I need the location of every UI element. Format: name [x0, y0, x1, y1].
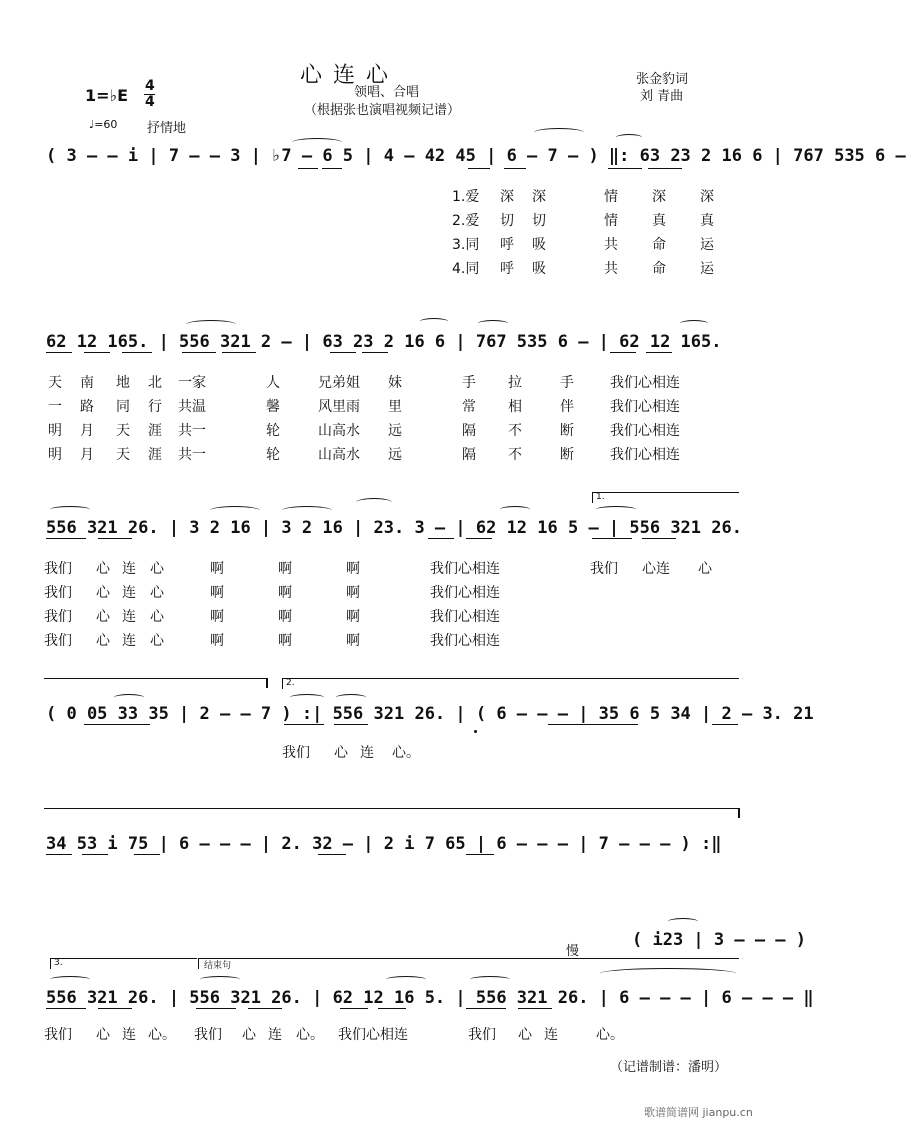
- lyric-word: 心: [96, 561, 110, 577]
- score-row-6: 556 321 26. | 556 321 26. | 62 12 16 5. | 556 321 26. | 6 – – – | 6 – – – ‖: [46, 988, 814, 1008]
- time-top: 4: [145, 78, 155, 94]
- lyric-word: 伴: [560, 399, 574, 415]
- lyric-word: 啊: [278, 561, 292, 577]
- lyric-word: 不: [508, 447, 522, 463]
- lyric-word: 吸: [532, 261, 546, 277]
- lyric-word: 我们: [282, 745, 310, 761]
- volta-3-label: 3.: [54, 958, 63, 968]
- lyric-word: 人: [266, 375, 280, 391]
- lyric-word: 地: [116, 375, 130, 391]
- lyric-word: 心: [96, 609, 110, 625]
- key-signature: 1=♭E: [85, 86, 129, 105]
- lyric-word: 深: [532, 189, 546, 205]
- time-bottom: 4: [145, 94, 155, 110]
- lyric-word: 心: [150, 633, 164, 649]
- lyric-word: 我们心相连: [430, 633, 500, 649]
- lyric-word: 我们心相连: [338, 1027, 408, 1043]
- lyric-word: 情: [604, 213, 618, 229]
- lyric-word: 我们: [194, 1027, 222, 1043]
- lyric-word: 路: [80, 399, 94, 415]
- lyric-word: 心: [150, 561, 164, 577]
- lyric-word: 我们心相连: [610, 399, 680, 415]
- lyric-word: 运: [700, 261, 714, 277]
- lyric-word: 心: [96, 1027, 110, 1043]
- lyric-word: 北: [148, 375, 162, 391]
- coda-notes: ( i23 | 3 – – – ): [632, 930, 806, 950]
- lyric-word: 行: [148, 399, 162, 415]
- lyric-word: 常: [462, 399, 476, 415]
- volta-1-continuation: [44, 678, 268, 679]
- source-note: （根据张也演唱视频记谱）: [304, 103, 461, 118]
- lyric-word: 月: [80, 423, 94, 439]
- lyric-word: 一: [48, 399, 62, 415]
- verse-4-start: 4.同: [452, 261, 480, 277]
- lyric-word: 我们心相连: [430, 561, 500, 577]
- lyric-word: 断: [560, 447, 574, 463]
- lyric-word: 心: [150, 609, 164, 625]
- volta-2-bracket: [282, 678, 739, 689]
- lyric-word: 命: [652, 237, 666, 253]
- lyric-word: 我们心相连: [610, 423, 680, 439]
- lyric-word: 共温: [178, 399, 206, 415]
- lyric-word: 涯: [148, 447, 162, 463]
- ending-label: 结束句: [204, 961, 232, 971]
- score-row-1: ( 3 – – i | 7 – – 3 | ♭7 – 6 5 | 4 – 42 45 | 6 – 7 – ) ‖: 63 23 2 16 6 | 767 535 6 –: [46, 146, 906, 166]
- lyric-word: 啊: [346, 561, 360, 577]
- lyric-word: 天: [48, 375, 62, 391]
- lyric-word: 心: [518, 1027, 532, 1043]
- lyric-word: 隔: [462, 447, 476, 463]
- lyric-word: 轮: [266, 447, 280, 463]
- score-row-4: ( 0 05 33 35 | 2 – – 7 ) :| 556 321 26. | ( 6 – – – | 35 6 5 34 | 2 – 3. 21: [46, 704, 814, 724]
- lyric-word: 深: [500, 189, 514, 205]
- lyric-word: 手: [462, 375, 476, 391]
- lyric-word: 啊: [210, 585, 224, 601]
- lyric-word: 深: [652, 189, 666, 205]
- lyric-word: 切: [500, 213, 514, 229]
- lyric-word: 共一: [178, 447, 206, 463]
- lyric-word: 啊: [346, 585, 360, 601]
- lyric-word: 连: [122, 561, 136, 577]
- lyric-word: 共: [604, 237, 618, 253]
- lyric-word: 我们心相连: [430, 585, 500, 601]
- lyric-word: 深: [700, 189, 714, 205]
- volta-2-label: 2.: [286, 678, 295, 688]
- lyric-word: 情: [604, 189, 618, 205]
- lyric-word: 天: [116, 447, 130, 463]
- song-title: 心 连 心: [300, 63, 390, 88]
- lyric-word: 啊: [278, 633, 292, 649]
- lyric-word: 心: [96, 585, 110, 601]
- lyric-word: 心。: [392, 745, 420, 761]
- lyric-word: 吸: [532, 237, 546, 253]
- lyric-word: 命: [652, 261, 666, 277]
- lyric-word: 连: [544, 1027, 558, 1043]
- lyric-word: 月: [80, 447, 94, 463]
- lyric-word: 我们: [44, 561, 72, 577]
- slow-marking: 慢: [566, 944, 580, 959]
- lyric-word: 明: [48, 447, 62, 463]
- lyric-word: 心。: [148, 1027, 176, 1043]
- lyric-word: 妹: [388, 375, 402, 391]
- lyric-word: 远: [388, 423, 402, 439]
- lyric-word: 连: [122, 609, 136, 625]
- lyric-word: 我们: [44, 1027, 72, 1043]
- lyric-word: 兄弟姐: [318, 375, 360, 391]
- lyric-word: 不: [508, 423, 522, 439]
- lyric-word: 相: [508, 399, 522, 415]
- verse-1-start: 1.爱: [452, 189, 480, 205]
- lyric-word: 南: [80, 375, 94, 391]
- lyric-word: 啊: [278, 609, 292, 625]
- lyric-word: 我们心相连: [610, 447, 680, 463]
- lyric-word: 我们心相连: [610, 375, 680, 391]
- score-row-3: 556 321 26. | 3 2 16 | 3 2 16 | 23. 3 – | 62 12 16 5 – | 556 321 26.: [46, 518, 742, 538]
- lyric-word: 啊: [210, 561, 224, 577]
- lyric-word: 山高水: [318, 447, 360, 463]
- lyric-word: 连: [122, 633, 136, 649]
- lyric-word: 一家: [178, 375, 206, 391]
- lyric-word: 同: [116, 399, 130, 415]
- lyric-word: 隔: [462, 423, 476, 439]
- transcriber-credit: （记谱制谱：潘明）: [610, 1060, 728, 1075]
- lyric-word: 馨: [266, 399, 280, 415]
- lyric-word: 共一: [178, 423, 206, 439]
- lyric-word: 连: [268, 1027, 282, 1043]
- lyric-word: 心。: [296, 1027, 324, 1043]
- lyric-word: 连: [122, 585, 136, 601]
- lyric-word: 啊: [346, 633, 360, 649]
- volta-3-bracket: [50, 958, 197, 969]
- lyric-word: 心: [242, 1027, 256, 1043]
- verse-2-start: 2.爱: [452, 213, 480, 229]
- lyric-word: 涯: [148, 423, 162, 439]
- lyricist: 张金豹词: [636, 72, 689, 87]
- lyric-word: 啊: [210, 633, 224, 649]
- lyric-word: 心: [150, 585, 164, 601]
- site-watermark: 歌谱简谱网 jianpu.cn: [644, 1106, 753, 1119]
- lyric-word: 我们心相连: [430, 609, 500, 625]
- lyric-word: 我们: [44, 633, 72, 649]
- composer: 刘 青曲: [640, 89, 684, 104]
- lyric-word: 风里雨: [318, 399, 360, 415]
- lyric-word: 真: [652, 213, 666, 229]
- tempo-mark: ♩=60: [89, 118, 118, 131]
- lyric-word: 运: [700, 237, 714, 253]
- lyric-word: 断: [560, 423, 574, 439]
- lyric-word: 明: [48, 423, 62, 439]
- lyric-word: 里: [388, 399, 402, 415]
- lyric-word: 天: [116, 423, 130, 439]
- lyric-word: 啊: [210, 609, 224, 625]
- lyric-word: 我们: [468, 1027, 496, 1043]
- lyric-word: 呼: [500, 237, 514, 253]
- lyric-word: 我们: [44, 585, 72, 601]
- performers: 领唱、合唱: [354, 85, 420, 100]
- lyric-word: 远: [388, 447, 402, 463]
- lyric-word: 心: [698, 561, 712, 577]
- lyric-word: 连: [360, 745, 374, 761]
- lyric-word: 心。: [596, 1027, 624, 1043]
- lyric-word: 山高水: [318, 423, 360, 439]
- lyric-word: 真: [700, 213, 714, 229]
- lyric-word: 我们: [590, 561, 618, 577]
- score-row-2: 62 12 165. | 556 321 2 – | 63 23 2 16 6 | 767 535 6 – | 62 12 165.: [46, 332, 722, 352]
- lyric-word: 轮: [266, 423, 280, 439]
- lyric-word: 连: [122, 1027, 136, 1043]
- lyric-word: 呼: [500, 261, 514, 277]
- lyric-word: 啊: [278, 585, 292, 601]
- score-row-5: 34 53 i 75 | 6 – – – | 2. 32 – | 2 i 7 65 | 6 – – – | 7 – – – ) :‖: [46, 834, 722, 854]
- verse-3-start: 3.同: [452, 237, 480, 253]
- volta-2-continuation: [44, 808, 740, 809]
- volta-1-bracket: [592, 492, 739, 503]
- lyric-word: 我们: [44, 609, 72, 625]
- lyric-word: 切: [532, 213, 546, 229]
- lyric-word: 啊: [346, 609, 360, 625]
- lyric-word: 心连: [642, 561, 670, 577]
- lyric-word: 心: [334, 745, 348, 761]
- lyric-word: 手: [560, 375, 574, 391]
- lyric-word: 心: [96, 633, 110, 649]
- lyric-word: 共: [604, 261, 618, 277]
- volta-1-label: 1.: [596, 492, 605, 502]
- lyric-word: 拉: [508, 375, 522, 391]
- expression-mark: 抒情地: [147, 121, 187, 136]
